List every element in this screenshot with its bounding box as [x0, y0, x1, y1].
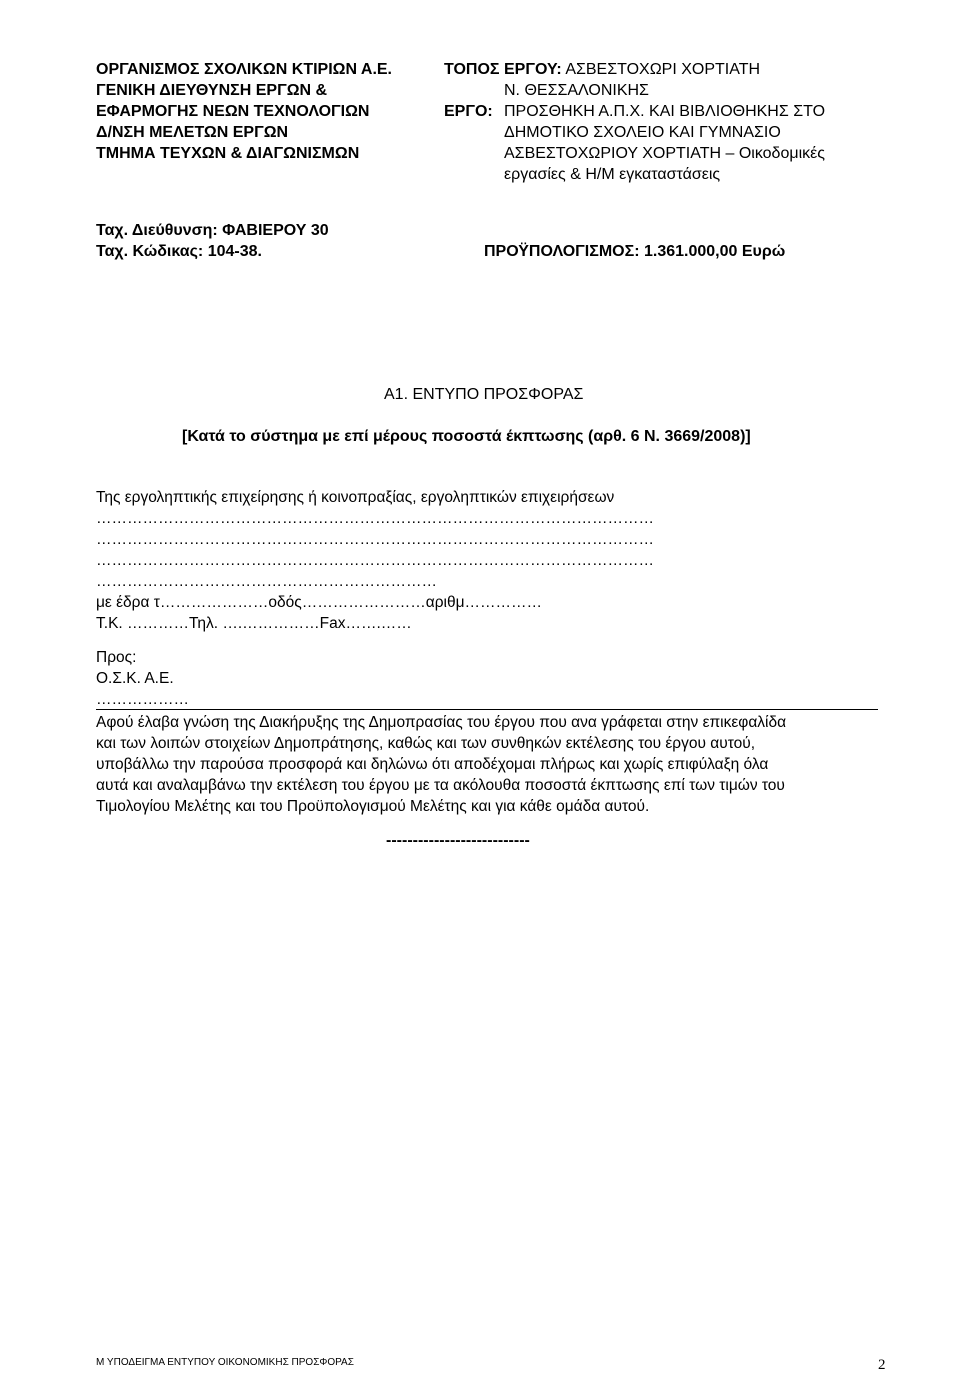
body-line: Αφού έλαβα γνώση της Διακήρυξης της Δημοπρασίας του έργου που ανα γράφεται στην επικεφαλίδα: [96, 714, 787, 731]
project-location: [444, 59, 760, 80]
body-line: υποβάλλω την παρούσα προσφορά και δηλώνω ότι αποδέχομαι πλήρως και χωρίς επιφύλαξη όλα: [96, 756, 769, 773]
footer-title: Μ ΥΠΟΔΕΙΓΜΑ ΕΝΤΥΠΟΥ ΟΙΚΟΝΟΜΙΚΗΣ ΠΡΟΣΦΟΡΑΣ: [96, 1357, 354, 1368]
body-line: αυτά και αναλαμβάνω την εκτέλεση του έργου με τα ακόλουθα ποσοστά έκπτωσης επί των τιμών του: [96, 777, 785, 794]
address-block: [96, 220, 329, 262]
work-line: ΔΗΜΟΤΙΚΟ ΣΧΟΛΕΙΟ ΚΑΙ ΓΥΜΝΑΣΙΟ: [504, 124, 781, 141]
dot-line: ………………………………………………………………………………………………: [96, 510, 654, 527]
form-title: Α1. ΕΝΤΥΠΟ ΠΡΟΣΦΟΡΑΣ: [384, 386, 584, 403]
page-number: 2: [878, 1357, 886, 1373]
divider-line: [96, 709, 878, 710]
bidder-intro: Της εργοληπτικής επιχείρησης ή κοινοπραξίας, εργοληπτικών επιχειρήσεων: [96, 489, 615, 506]
org-line: Δ/ΝΣΗ ΜΕΛΕΤΩΝ ΕΡΓΩΝ: [96, 124, 289, 141]
recipient: Ο.Σ.Κ. Α.Ε.: [96, 670, 174, 687]
street-address: Ταχ. Διεύθυνση: ΦΑΒΙΕΡΟΥ 30: [96, 222, 329, 239]
location-value-2: Ν. ΘΕΣΣΑΛΟΝΙΚΗΣ: [504, 82, 649, 99]
dot-line: …………………………………………………………: [96, 573, 437, 590]
dot-line: ………………………………………………………………………………………………: [96, 552, 654, 569]
org-line: ΤΜΗΜΑ ΤΕΥΧΩΝ & ΔΙΑΓΩΝΙΣΜΩΝ: [96, 145, 360, 162]
dot-line: ………………………………………………………………………………………………: [96, 531, 654, 548]
work-line: εργασίες & Η/Μ εγκαταστάσεις: [504, 166, 721, 183]
project-work-continued: [504, 122, 825, 185]
to-label: Προς:: [96, 649, 137, 666]
org-line: ΕΦΑΡΜΟΓΗΣ ΝΕΩΝ ΤΕΧΝΟΛΟΓΙΩΝ: [96, 103, 370, 120]
project-work: [444, 101, 825, 122]
recipient-dots: ………………: [96, 691, 189, 708]
organization-header: [96, 59, 392, 164]
body-paragraph: [96, 712, 786, 817]
project-location-2: [504, 80, 649, 101]
org-line: ΓΕΝΙΚΗ ΔΙΕΥΘΥΝΣΗ ΕΡΓΩΝ &: [96, 82, 328, 99]
separator: ---------------------------: [386, 832, 530, 849]
form-subtitle: [Κατά το σύστημα με επί μέρους ποσοστά έκπτωσης (αρθ. 6 Ν. 3669/2008)]: [182, 428, 751, 445]
seat-line: με έδρα τ…………………οδός……………………αριθμ……………: [96, 594, 543, 611]
postal-code: Ταχ. Κώδικας: 104-38.: [96, 243, 262, 260]
org-line: ΟΡΓΑΝΙΣΜΟΣ ΣΧΟΛΙΚΩΝ ΚΤΙΡΙΩΝ Α.Ε.: [96, 61, 392, 78]
budget: ΠΡΟΫΠΟΛΟΓΙΣΜΟΣ: 1.361.000,00 Ευρώ: [484, 243, 786, 260]
bidder-dot-lines: [96, 508, 654, 592]
location-value: ΑΣΒΕΣΤΟΧΩΡΙ ΧΟΡΤΙΑΤΗ: [565, 61, 761, 78]
body-line: Τιμολογίου Μελέτης και του Προϋπολογισμού Μελέτης και για κάθε ομάδα αυτού.: [96, 798, 650, 815]
contact-line: Τ.Κ. …………Τηλ. ….……………Fax…….……: [96, 615, 412, 632]
work-line: ΑΣΒΕΣΤΟΧΩΡΙΟΥ ΧΟΡΤΙΑΤΗ – Οικοδομικές: [504, 145, 825, 162]
location-label: ΤΟΠΟΣ ΕΡΓΟΥ:: [444, 61, 562, 78]
body-line: και των λοιπών στοιχείων Δημοπράτησης, καθώς και των συνθηκών εκτέλεσης του έργου αυτού,: [96, 735, 756, 752]
work-label: ΕΡΓΟ:: [444, 103, 493, 120]
work-line: ΠΡΟΣΘΗΚΗ Α.Π.Χ. ΚΑΙ ΒΙΒΛΙΟΘΗΚΗΣ ΣΤΟ: [504, 103, 826, 120]
